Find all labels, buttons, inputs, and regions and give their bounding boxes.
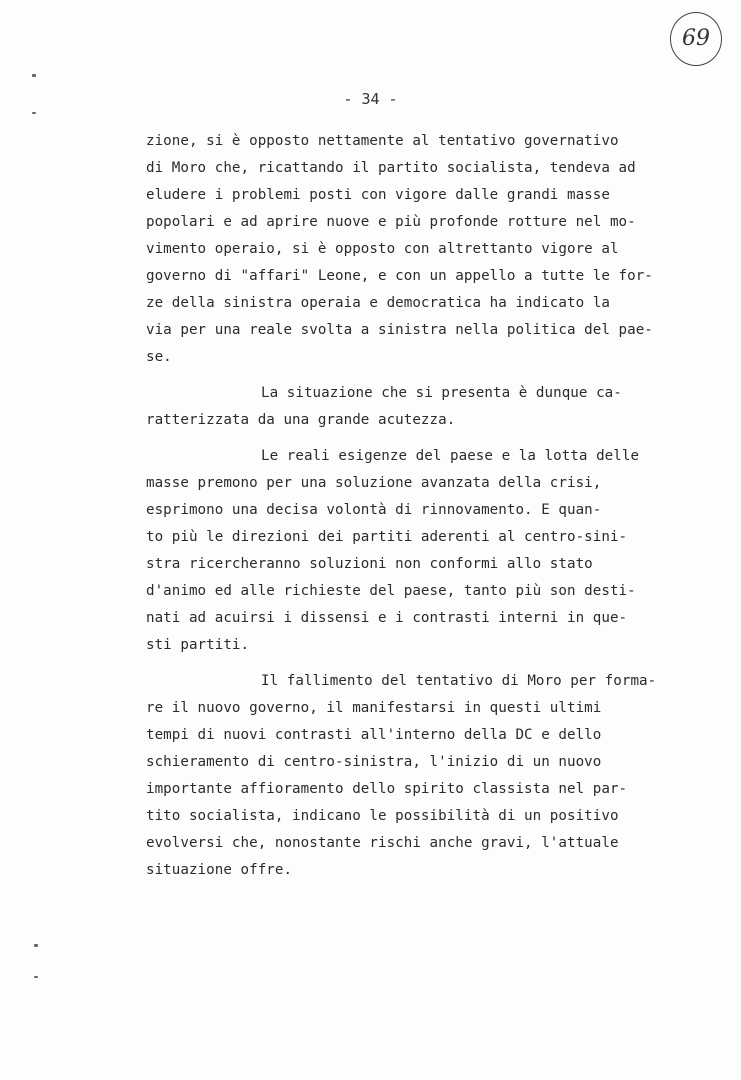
text-line: to più le direzioni dei partiti aderenti al centro-sini- xyxy=(146,529,628,545)
text-line: schieramento di centro-sinistra, l'inizio di un nuovo xyxy=(146,754,602,770)
text-line: nati ad acuirsi i dissensi e i contrasti interni in que- xyxy=(146,610,628,626)
text-line: zione, si è opposto nettamente al tentativo governativo xyxy=(146,133,619,149)
text-line: governo di "affari" Leone, e con un appello a tutte le for- xyxy=(146,268,653,284)
archive-page-stamp: 69 xyxy=(670,12,722,66)
text-line: ratterizzata da una grande acutezza. xyxy=(146,412,456,428)
binding-hole-mark xyxy=(32,74,36,77)
body-text xyxy=(146,128,666,884)
text-line: eludere i problemi posti con vigore dalle grandi masse xyxy=(146,187,610,203)
binding-hole-mark xyxy=(34,976,38,978)
text-line: tito socialista, indicano le possibilità di un positivo xyxy=(146,808,619,824)
text-line: Il fallimento del tentativo di Moro per forma- xyxy=(261,673,657,689)
text-line: se. xyxy=(146,349,172,365)
text-line: esprimono una decisa volontà di rinnovamento. E quan- xyxy=(146,502,602,518)
binding-hole-mark xyxy=(34,944,38,947)
paragraph xyxy=(146,668,666,884)
paragraph xyxy=(146,128,666,371)
text-line: masse premono per una soluzione avanzata della crisi, xyxy=(146,475,602,491)
paragraph xyxy=(146,443,666,659)
text-line: ze della sinistra operaia e democratica ha indicato la xyxy=(146,295,610,311)
text-line: sti partiti. xyxy=(146,637,250,653)
text-line: Le reali esigenze del paese e la lotta delle xyxy=(261,448,640,464)
text-line: La situazione che si presenta è dunque ca- xyxy=(261,385,622,401)
text-line: stra ricercheranno soluzioni non conformi allo stato xyxy=(146,556,593,572)
text-line: via per una reale svolta a sinistra nella politica del pae- xyxy=(146,322,653,338)
text-line: tempi di nuovi contrasti all'interno della DC e dello xyxy=(146,727,602,743)
page-number: - 34 - xyxy=(343,90,398,108)
text-line: evolversi che, nonostante rischi anche gravi, l'attuale xyxy=(146,835,619,851)
text-line: d'animo ed alle richieste del paese, tanto più son desti- xyxy=(146,583,636,599)
text-line: popolari e ad aprire nuove e più profonde rotture nel mo- xyxy=(146,214,636,230)
binding-hole-mark xyxy=(32,112,36,114)
text-line: vimento operaio, si è opposto con altrettanto vigore al xyxy=(146,241,619,257)
text-line: re il nuovo governo, il manifestarsi in questi ultimi xyxy=(146,700,602,716)
text-line: di Moro che, ricattando il partito socialista, tendeva ad xyxy=(146,160,636,176)
paragraph xyxy=(146,380,666,434)
text-line: importante affioramento dello spirito classista nel par- xyxy=(146,781,628,797)
text-line: situazione offre. xyxy=(146,862,293,878)
